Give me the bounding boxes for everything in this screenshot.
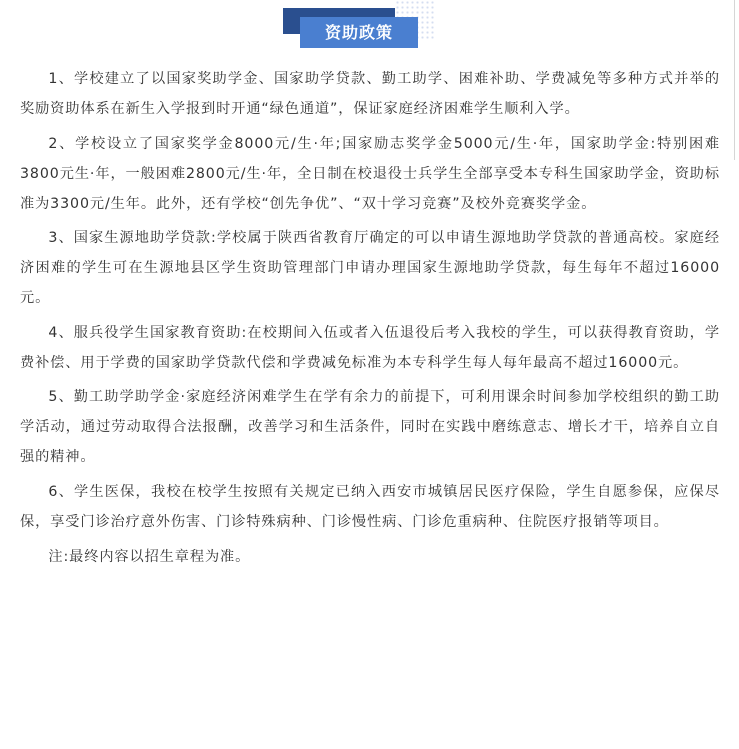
divider-line <box>734 0 735 160</box>
policy-paragraph-4: 4、服兵役学生国家教育资助:在校期间入伍或者入伍退役后考入我校的学生，可以获得教育资助，学费补偿、用于学费的国家助学贷款代偿和学费减免标准为本专科学生每人每年最高不超过16000元。 <box>20 324 720 371</box>
policy-paragraph-5: 5、勤工助学助学金·家庭经济闲难学生在学有余力的前提下，可利用课余时间参加学校组织的勤工助学活动，通过劳动取得合法报酬，改善学习和生活条件，同时在实践中磨练意志、增长才干，培养自立自强的精神。 <box>20 389 720 466</box>
policy-paragraph-3: 3、国家生源地助学贷款:学校属于陕西省教育厅确定的可以申请生源地助学贷款的普通高校。家庭经济困难的学生可在生源地县区学生资助管理部门申请办理国家生源地助学贷款，每生每年不超过16000元。 <box>20 230 720 307</box>
section-header <box>283 8 418 42</box>
footnote: 注:最终内容以招生章程为准。 <box>48 548 251 565</box>
section-title: 资助政策 <box>300 17 418 48</box>
policy-paragraph-6: 6、学生医保，我校在校学生按照有关规定已纳入西安市城镇居民医疗保险，学生自愿参保，应保尽保，享受门诊治疗意外伤害、门诊特殊病种、门诊慢性病、门诊危重病种、住院医疗报销等项目。 <box>20 483 720 530</box>
policy-content <box>20 64 720 572</box>
policy-paragraph-1: 1、学校建立了以国家奖助学金、国家助学贷款、勤工助学、困难补助、学费减免等多种方式并举的奖励资助体系在新生入学报到时开通“绿色通道”，保证家庭经济困难学生顺利入学。 <box>20 71 720 117</box>
policy-paragraph-2: 2、学校设立了国家奖学金8000元/生·年;国家励志奖学金5000元/生·年，国家助学金:特别困难3800元生·年，一般困难2800元/生·年，全日制在校退役士兵学生全部享受本专科生国家助学金，资助标准为3300元/生年。此外，还有学校“创先争优”、“双十学习竞赛”及校外竞赛奖学金。 <box>20 135 720 212</box>
